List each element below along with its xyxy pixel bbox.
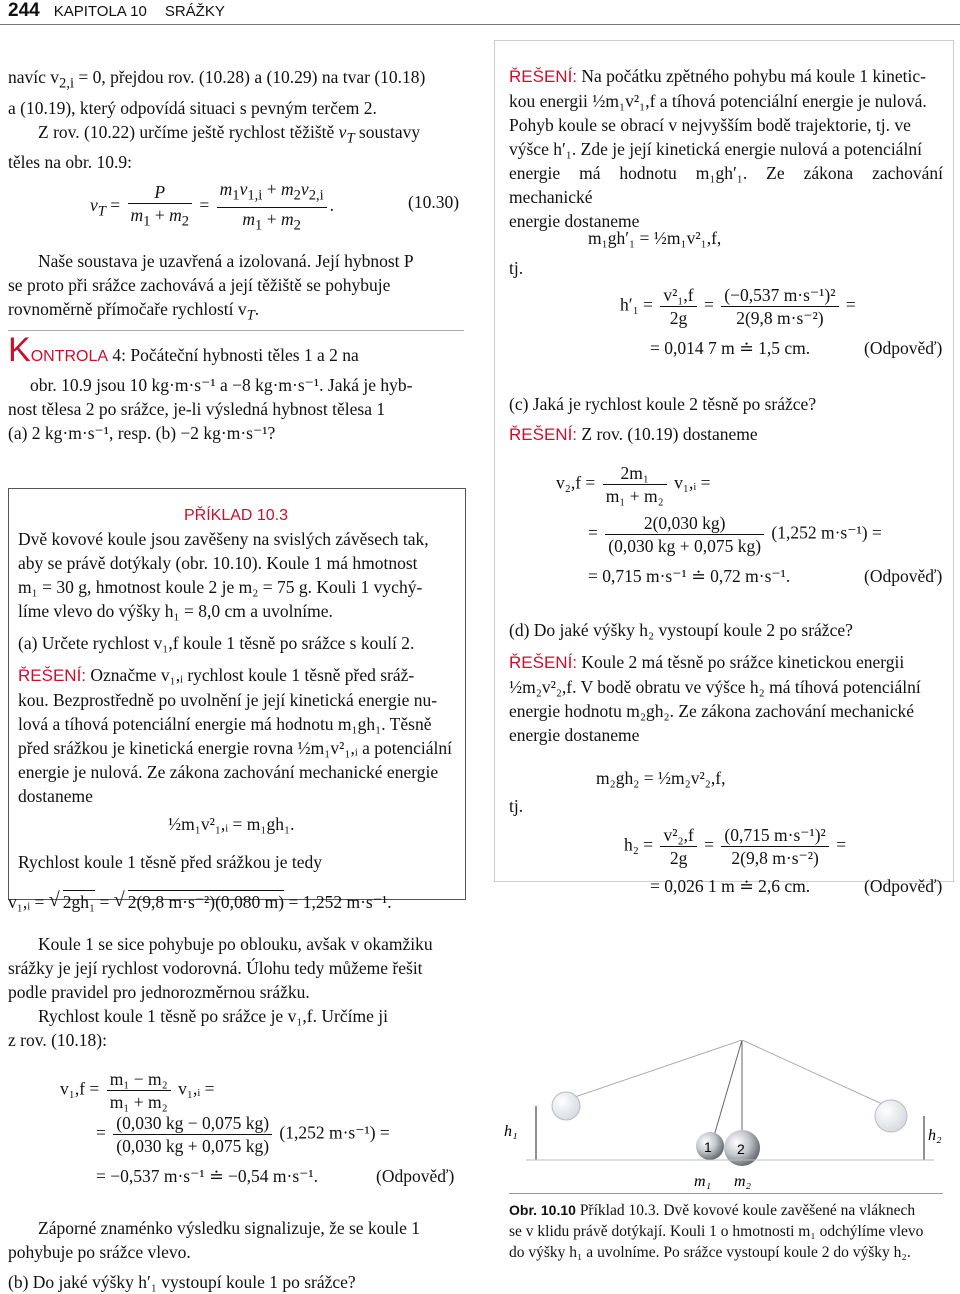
- caption-label: Obr. 10.10: [509, 1202, 576, 1218]
- paragraph: pohybuje po srážce vlevo.: [8, 1242, 191, 1262]
- paragraph: ½m₂v²₂,f. V bodě obratu ve výšce h₂ má tíhová potenciální: [509, 677, 921, 697]
- right-c: [509, 392, 943, 447]
- equation-h2-result: = 0,026 1 m ≐ 2,6 cm.: [650, 876, 811, 896]
- chapter-label: KAPITOLA 10: [53, 3, 147, 20]
- equation-v2f: v₂,f = $\frac{\text{2m₁}}{\text{m₁ + m₂}}$ v₁,ᵢ =: [556, 463, 711, 506]
- pendulum-figure: [496, 1040, 954, 1190]
- equation-h1-result: = 0,014 7 m ≐ 1,5 cm.: [650, 338, 811, 358]
- right-d: [509, 618, 943, 747]
- kontrola-box: KONTROLA 4: Počáteční hybnosti těles 1 a 2 na obr. 10.9 jsou 10 kg·m·s⁻¹ a −8 kg·m·s⁻¹. Jaká je hyb- nost tělesa 2 po srážce, je-li výsledná hybnost tělesa 1 (a) 2 kg·m·s⁻¹, resp. (b) −2 kg·m·s⁻¹?: [8, 340, 464, 445]
- left-bottom-text: [8, 932, 464, 1052]
- page-header: [8, 0, 948, 24]
- figure-caption: Obr. 10.10 Příklad 10.3. Dvě kovové koule zavěšené na vláknech se v klidu právě dotýkají. Kouli 1 o hmotnosti m₁ odchýlíme vlevo do výšky h₁ a uvolníme. Po srážce vystoupí koule 2 do výšky h₂.: [509, 1202, 924, 1261]
- paragraph: a (10.19), který odpovídá situaci s pevným terčem 2.: [8, 97, 377, 118]
- paragraph: Pohyb koule se obrací v nejvyšším bodě trajektorie, tj. ve: [509, 115, 911, 135]
- equation-h1: h′₁ = $\frac{\text{v²₁,f}}{2g}$ = $\frac{\text{(−0,537 m·s⁻¹)²}}{\text{2(9,8 m·s⁻²)}}$ =: [620, 285, 856, 328]
- paragraph: se proto při srážce zachovává a její těžiště se pohybuje: [8, 275, 391, 295]
- label-h1: h₁: [504, 1123, 518, 1140]
- equation-v1f-numeric: = $\frac{(0,030 kg - 0,075 kg)}{(0,030 kg + 0,075 kg)}$ (1,252 m·s⁻¹) =: [96, 1113, 390, 1156]
- equation: m₁gh′₁ = ½m₁v²₁,f,: [588, 228, 722, 248]
- paragraph: Z rov. (10.22) určíme ještě rychlost těžiště $v_T$ soustavy: [38, 121, 421, 146]
- ghost-ball-left: [552, 1092, 580, 1120]
- paragraph: srážky je její rychlost vodorovná. Úlohu tedy můžeme řešit: [8, 958, 423, 978]
- answer-label: (Odpověď): [864, 876, 943, 896]
- left-column: [8, 65, 464, 174]
- question-c: (c) Jaká je rychlost koule 2 těsně po srážce?: [509, 394, 817, 414]
- paragraph: z rov. (10.18):: [8, 1030, 107, 1050]
- equation: m₂gh₂ = ½m₂v²₂,f,: [596, 768, 726, 788]
- kontrola-title: ONTROLA: [30, 348, 109, 365]
- example-content: [8, 505, 454, 914]
- equation-10-30: $v_T$ = $\frac{P}{m_1 + m_2}$ = $\frac{m_1v_{1,i} + m_2v_{2,i}}{m_1 + m_2}$ .: [90, 178, 334, 236]
- left-column-cont: [8, 249, 464, 328]
- paragraph: nost tělesa 2 po srážce, je-li výsledná hybnost tělesa 1: [8, 399, 386, 419]
- equation-number: (10.30): [408, 192, 460, 212]
- question-d: (d) Do jaké výšky h₂ vystoupí koule 2 po srážce?: [509, 620, 853, 640]
- paragraph: obr. 10.9 jsou 10 kg·m·s⁻¹ a −8 kg·m·s⁻¹. Jaká je hyb-: [30, 375, 413, 395]
- paragraph: těles na obr. 10.9:: [8, 152, 132, 172]
- string-swing-right: [742, 1040, 891, 1108]
- paragraph: ŘEŠENÍ: Označme v₁,ᵢ rychlost koule 1 těsně před sráž-: [18, 665, 415, 685]
- kontrola-rule: [8, 330, 464, 331]
- paragraph: navíc $v_{2,i} = 0$, přejdou rov. (10.28) a (10.29) na tvar (10.18): [8, 67, 426, 92]
- label-m1: m₁: [694, 1173, 712, 1190]
- paragraph: výšce h′₁. Zde je její kinetická energie nulová a potenciální: [509, 139, 922, 159]
- paragraph: Rychlost koule 1 těsně po srážce je v₁,f. Určíme ji: [38, 1006, 388, 1026]
- tj-label: tj.: [509, 258, 524, 278]
- paragraph: lová a tíhová potenciální energie má hodnotu m₁gh₁. Těsně: [18, 714, 432, 734]
- page-number: 244: [8, 0, 40, 21]
- paragraph: dostaneme: [18, 786, 93, 806]
- equation-v1f: v₁,f = $\frac{\text{m₁ − m₂}}{\text{m₁ + m₂}}$ v₁,ᵢ =: [60, 1069, 215, 1112]
- paragraph: podle pravidel pro jednorozměrnou srážku.: [8, 982, 310, 1002]
- equation-v2f-result: = 0,715 m·s⁻¹ ≐ 0,72 m·s⁻¹.: [588, 566, 791, 586]
- left-final-text: [8, 1216, 464, 1294]
- paragraph: Naše soustava je uzavřená a izolovaná. Její hybnost P: [38, 251, 414, 271]
- equation-v1f-result: = −0,537 m·s⁻¹ ≐ −0,54 m·s⁻¹.: [96, 1166, 318, 1186]
- caption-rule: [509, 1193, 943, 1194]
- paragraph: energie je nulová. Ze zákona zachování mechanické energie: [18, 762, 439, 782]
- label-ball-2: 2: [737, 1141, 745, 1157]
- paragraph: energie dostaneme: [509, 725, 640, 745]
- paragraph: m₁ = 30 g, hmotnost koule 2 je m₂ = 75 g. Kouli 1 vychý-: [18, 577, 423, 597]
- paragraph: kou energii ½m₁v²₁,f a tíhová potenciální energie je nulová.: [509, 91, 927, 111]
- question-b: (b) Do jaké výšky h′₁ vystoupí koule 1 po srážce?: [8, 1272, 356, 1292]
- chapter-title: SRÁŽKY: [164, 3, 225, 20]
- paragraph: aby se právě dotýkaly (obr. 10.10). Koule 1 má hmotnost: [18, 553, 418, 573]
- example-title: PŘÍKLAD 10.3: [183, 507, 289, 524]
- paragraph: energie dostaneme: [509, 211, 640, 231]
- label-ball-1: 1: [704, 1139, 712, 1155]
- answer-label: (Odpověď): [376, 1166, 455, 1186]
- paragraph: Dvě kovové koule jsou zavěšeny na svislých závěsech tak,: [18, 529, 429, 549]
- tj-label: tj.: [509, 796, 524, 816]
- solution-label: ŘEŠENÍ:: [18, 666, 87, 685]
- paragraph: Koule 1 se sice pohybuje po oblouku, avšak v okamžiku: [38, 934, 433, 954]
- answer-label: (Odpověď): [864, 338, 943, 358]
- paragraph: před srážkou je kinetická energie rovna ½m₁v²₁,ᵢ a potenciální: [18, 738, 452, 758]
- paragraph: rovnoměrně přímočaře rychlostí $v_T$.: [8, 299, 260, 324]
- equation-h2: h₂ = $\frac{\text{v²₂,f}}{2g}$ = $\frac{\text{(0,715 m·s⁻¹)²}}{\text{2(9,8 m·s⁻²)}}$ =: [624, 825, 847, 868]
- paragraph: ŘEŠENÍ: Na počátku zpětného pohybu má koule 1 kinetic-: [509, 66, 926, 86]
- paragraph: Rychlost koule 1 těsně před srážkou je tedy: [18, 852, 323, 872]
- equation-v2f-numeric: = $\frac{2(0,030 kg)}{(0,030 kg + 0,075 kg)}$ (1,252 m·s⁻¹) =: [588, 513, 882, 556]
- paragraph: Záporné znaménko výsledku signalizuje, že se koule 1: [38, 1218, 420, 1238]
- paragraph: ŘEŠENÍ: Z rov. (10.19) dostaneme: [509, 424, 758, 444]
- string-1: [714, 1040, 742, 1136]
- paragraph: (a) 2 kg·m·s⁻¹, resp. (b) −2 kg·m·s⁻¹?: [8, 423, 276, 443]
- paragraph: kou. Bezprostředně po uvolnění je její kinetická energie nu-: [18, 690, 438, 710]
- paragraph: energie hodnotu m₂gh₂. Ze zákona zachování mechanické: [509, 701, 914, 721]
- paragraph: líme vlevo do výšky h₁ = 8,0 cm a uvolníme.: [18, 601, 333, 621]
- equation: ½m₁v²₁,ᵢ = m₁gh₁.: [168, 814, 295, 834]
- paragraph: energie má hodnotu m₁gh′₁. Ze zákona zachování mechanické: [509, 163, 943, 207]
- label-m2: m₂: [734, 1173, 752, 1190]
- kontrola-initial: K: [8, 331, 31, 369]
- equation: v₁,ᵢ = √ 2gh₁ = √ 2(9,8 m·s⁻²)(0,080 m) = 1,252 m·s⁻¹.: [8, 890, 454, 914]
- right-column: [509, 64, 943, 233]
- answer-label: (Odpověď): [864, 566, 943, 586]
- header-rule: [0, 24, 960, 25]
- paragraph: ŘEŠENÍ: Koule 2 má těsně po srážce kinetickou energii: [509, 652, 905, 672]
- string-swing-left: [566, 1040, 742, 1100]
- label-h2: h₂: [928, 1127, 942, 1144]
- ghost-ball-right: [875, 1100, 907, 1132]
- question-a: (a) Určete rychlost v₁,f koule 1 těsně po srážce s koulí 2.: [18, 633, 415, 653]
